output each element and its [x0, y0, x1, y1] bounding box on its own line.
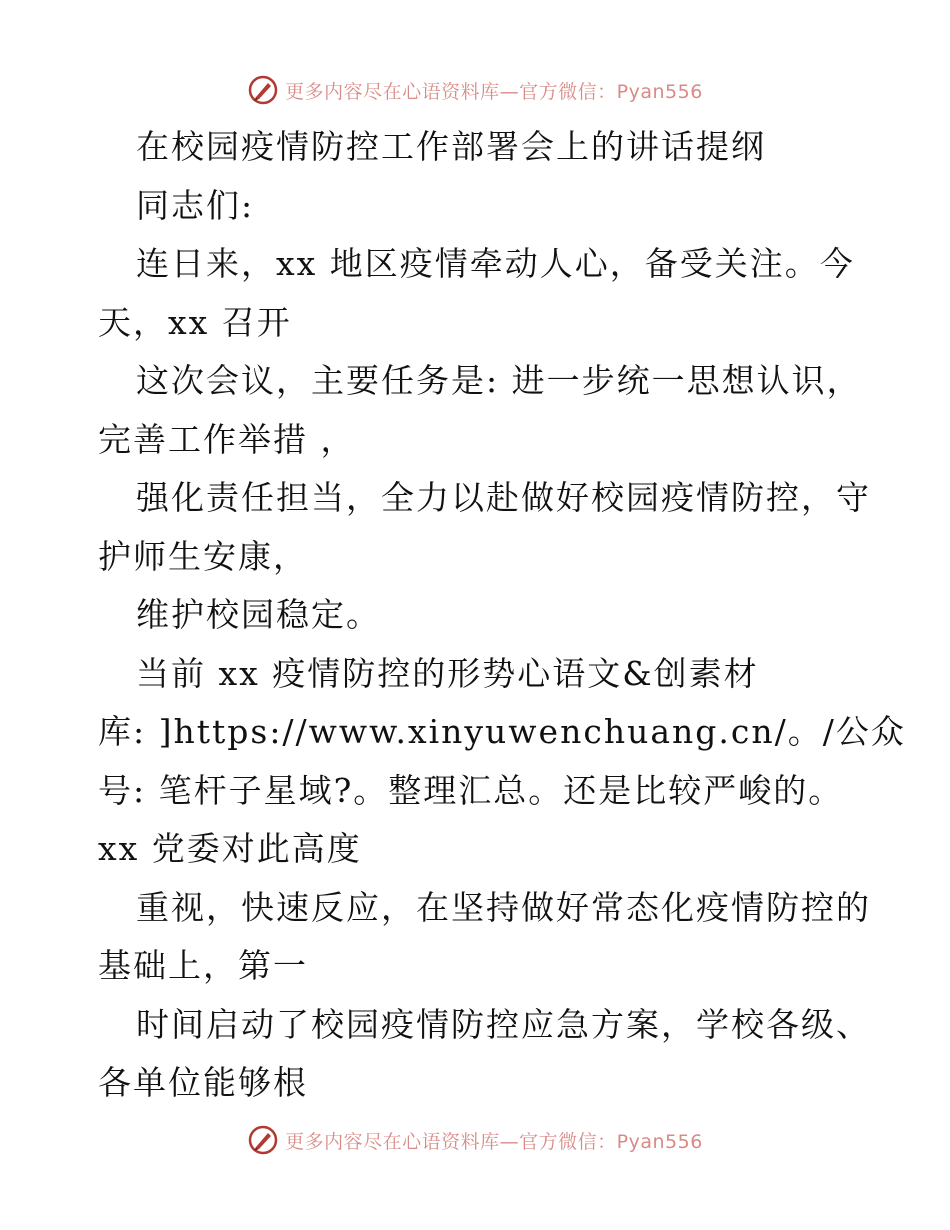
paragraph-line: 维护校园稳定。: [136, 595, 381, 634]
document-title: 在校园疫情防控工作部署会上的讲话提纲: [136, 127, 766, 166]
paragraph-line: 时间启动了校园疫情防控应急方案，学校各级、: [136, 1004, 871, 1044]
footer-banner-text: 更多内容尽在心语资料库—官方微信：Pyan556: [285, 1130, 703, 1153]
document-body: [98, 118, 906, 1113]
paragraph-line: 当前 xx 疫情防控的形势心语文&创素材: [136, 653, 759, 693]
paragraph-line: 天，xx 召开: [98, 302, 292, 342]
paragraph-line: 连日来，xx 地区疫情牵动人心，备受关注。今: [136, 244, 855, 283]
pen-in-circle-icon: [247, 1124, 279, 1156]
paragraph-line: 基础上，第一: [98, 946, 308, 985]
paragraph-line: 重视，快速反应，在坚持做好常态化疫情防控的: [136, 887, 871, 927]
footer-banner: [0, 1120, 950, 1160]
paragraph-line: 这次会议，主要任务是: 进一步统一思想认识，: [136, 361, 862, 400]
header-banner-text: 更多内容尽在心语资料库—官方微信：Pyan556: [285, 80, 703, 103]
salutation: 同志们:: [136, 185, 255, 225]
paragraph-line: 护师生安康，: [98, 536, 308, 576]
paragraph-line: 完善工作举措 ，: [98, 419, 356, 459]
header-banner: [0, 70, 950, 110]
paragraph-line: 强化责任担当，全力以赴做好校园疫情防控，守: [136, 478, 871, 517]
paragraph-line: 各单位能够根: [98, 1063, 308, 1102]
paragraph-line: 库: ]https://www.xinyuwenchuang.cn/。/公众: [98, 712, 906, 751]
paragraph-line: 号: 笔杆子星域?。整理汇总。还是比较严峻的。: [98, 770, 844, 810]
pen-in-circle-icon: [247, 74, 279, 106]
paragraph-line: xx 党委对此高度: [98, 829, 362, 868]
